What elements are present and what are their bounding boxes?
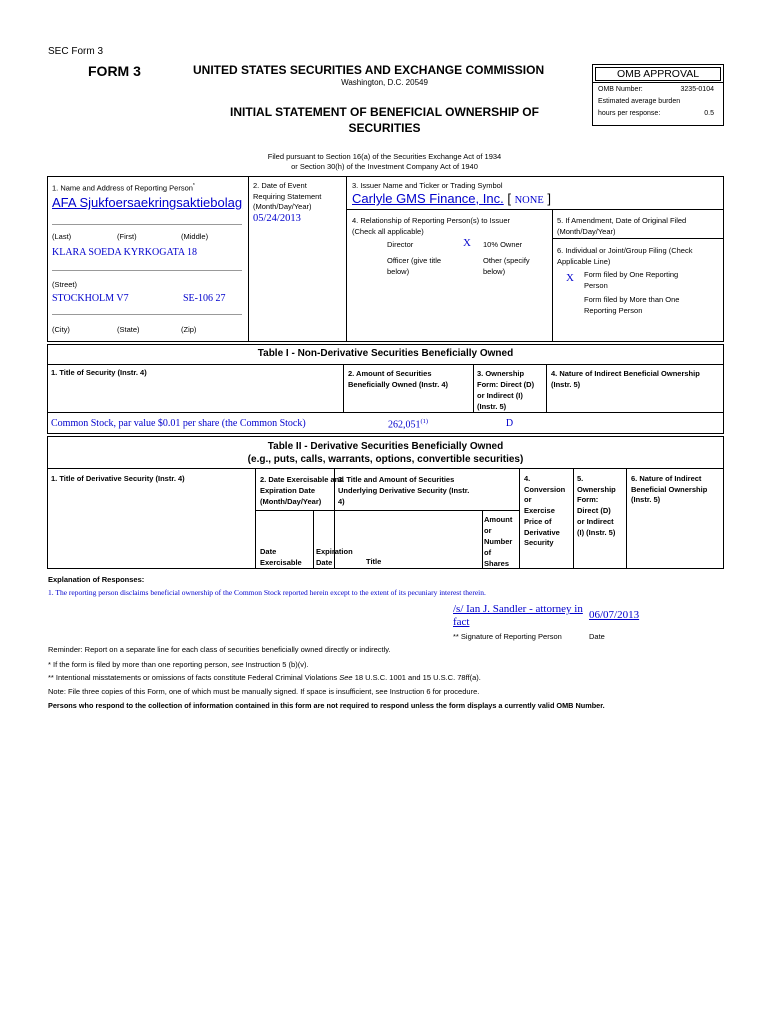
box2-label: 2. Date of Event Requiring Statement (Month/Day/Year): [253, 181, 322, 211]
event-date-value: 05/24/2013: [253, 213, 301, 224]
omb-number: 3235-0104: [680, 86, 714, 93]
table2-col-underlying: 3. Title and Amount of Securities Underlying Derivative Security (Instr. 4): [338, 475, 470, 506]
city-value: STOCKHOLM V7: [52, 293, 129, 304]
commission-location: Washington, D.C. 20549: [341, 78, 428, 87]
table1-row-ownership-form: D: [505, 418, 514, 429]
one-person-checkmark: X: [566, 272, 574, 284]
table2-col-date-exercisable: Date Exercisable: [260, 547, 302, 567]
street-label: (Street): [52, 280, 78, 289]
table1-title: Table I - Non-Derivative Securities Beneficially Owned: [257, 348, 514, 359]
omb-burden-label: Estimated average burden: [598, 98, 681, 105]
omb-hours: 0.5: [704, 110, 714, 117]
table1-col-title: 1. Title of Security (Instr. 4): [51, 368, 147, 377]
last-name-label: (Last): [52, 232, 72, 241]
sec-form-label: SEC Form 3: [48, 46, 104, 57]
explanation-title: Explanation of Responses:: [48, 575, 145, 584]
note-multiple-persons: * If the form is filed by more than one reporting person, see Instruction 5 (b)(v).: [48, 660, 309, 669]
table1-col-nature: 4. Nature of Indirect Beneficial Ownership (Instr. 5): [551, 369, 700, 389]
signature-label: ** Signature of Reporting Person: [453, 632, 562, 641]
box4-label: 4. Relationship of Reporting Person(s) to Issuer (Check all applicable): [352, 216, 510, 236]
zip-value: SE-106 27: [183, 293, 226, 304]
street-address-value: KLARA SOEDA KYRKOGATA 18: [52, 247, 198, 258]
table2-title: Table II - Derivative Securities Beneficially Owned (e.g., puts, calls, warrants, options, convertible securities): [247, 441, 524, 465]
filed-pursuant-line1: Filed pursuant to Section 16(a) of the Securities Exchange Act of 1934: [267, 152, 502, 161]
note-file-copies: Note: File three copies of this Form, one of which must be manually signed. If space is insufficient, see Instruction 6 for procedure.: [48, 687, 480, 696]
signature-date-value: 06/07/2013: [589, 609, 640, 621]
explanation-footnote-1: 1. The reporting person disclaims beneficial ownership of the Common Stock reported herein except to the extent of its pecuniary interest therein.: [48, 588, 486, 597]
signature-date-label: Date: [589, 632, 605, 641]
zip-label: (Zip): [181, 325, 197, 334]
form-title-line1: INITIAL STATEMENT OF BENEFICIAL OWNERSHIP OF: [230, 105, 539, 119]
omb-approval-title: OMB APPROVAL: [595, 67, 721, 81]
omb-hours-label: hours per response:: [598, 110, 661, 117]
ticker-value: NONE: [514, 195, 544, 206]
table2-col-nature: 6. Nature of Indirect Beneficial Ownership (Instr. 5): [631, 474, 708, 505]
director-checkmark: X: [463, 237, 471, 249]
first-name-label: (First): [117, 232, 137, 241]
box6-label: 6. Individual or Joint/Group Filing (Check Applicable Line): [557, 246, 693, 266]
form-title-line2: SECURITIES: [348, 121, 421, 135]
table2-col-expiration-date: Expiration Date: [316, 547, 353, 567]
table2-col-amount-shares: Amount or Number of Shares: [484, 515, 513, 568]
table1-row-amount: 262,051$^{(1)}$: [387, 418, 429, 431]
multiple-persons-label: Form filed by More than One Reporting Person: [584, 295, 680, 315]
other-label: Other (specify below): [483, 256, 530, 276]
box1-label: 1. Name and Address of Reporting Person*: [52, 183, 195, 193]
issuer-name-link[interactable]: Carlyle GMS Finance, Inc.: [352, 191, 504, 206]
table2-col-title: 1. Title of Derivative Security (Instr. 4): [51, 474, 185, 483]
state-label: (State): [117, 325, 140, 334]
filed-pursuant-line2: or Section 30(h) of the Investment Company Act of 1940: [291, 162, 478, 171]
signature-value: /s/ Ian J. Sandler - attorney in fact: [453, 603, 583, 628]
table2-col-underlying-title: Title: [366, 557, 382, 566]
one-person-label: Form filed by One Reporting Person: [584, 270, 679, 290]
omb-number-label: OMB Number:: [598, 86, 643, 93]
reporting-person-name-link[interactable]: AFA Sjukfoersaekringsaktiebolag: [52, 195, 243, 210]
box5-label: 5. If Amendment, Date of Original Filed (Month/Day/Year): [557, 216, 687, 236]
officer-label: Officer (give title below): [387, 256, 442, 276]
note-misstatements: ** Intentional misstatements or omissions of facts constitute Federal Criminal Violations See 18 U.S.C. 1001 and 15 U.S.C. 78ff(a).: [48, 673, 481, 682]
commission-title: UNITED STATES SECURITIES AND EXCHANGE COMMISSION: [193, 63, 545, 77]
director-label: Director: [387, 240, 414, 249]
city-label: (City): [52, 325, 70, 334]
issuer-field: Carlyle GMS Finance, Inc. [ NONE ]: [352, 191, 552, 206]
ten-percent-owner-label: 10% Owner: [483, 240, 523, 249]
middle-name-label: (Middle): [181, 232, 209, 241]
table1-col-amount: 2. Amount of Securities Beneficially Owned (Instr. 4): [348, 369, 449, 389]
omb-approval-box: [592, 64, 724, 126]
table2-col-ownership-form: 5. Ownership Form: Direct (D) or Indirect (I) (Instr. 5): [577, 474, 616, 537]
omb-disclaimer: Persons who respond to the collection of information contained in this form are not required to respond unless the form displays a currently valid OMB Number.: [48, 701, 605, 710]
table2-col-dates: 2. Date Exercisable and Expiration Date (Month/Day/Year): [260, 475, 344, 506]
form-number: FORM 3: [88, 63, 141, 79]
table1-row-security: Common Stock, par value $0.01 per share (the Common Stock): [51, 418, 306, 429]
reminder-note: Reminder: Report on a separate line for each class of securities beneficially owned directly or indirectly.: [48, 645, 391, 654]
table2-col-conversion: 4. Conversion or Exercise Price of Derivative Security: [524, 474, 566, 548]
table1-col-ownership-form: 3. Ownership Form: Direct (D) or Indirect (I) (Instr. 5): [477, 369, 535, 411]
box3-label: 3. Issuer Name and Ticker or Trading Symbol: [352, 181, 503, 190]
